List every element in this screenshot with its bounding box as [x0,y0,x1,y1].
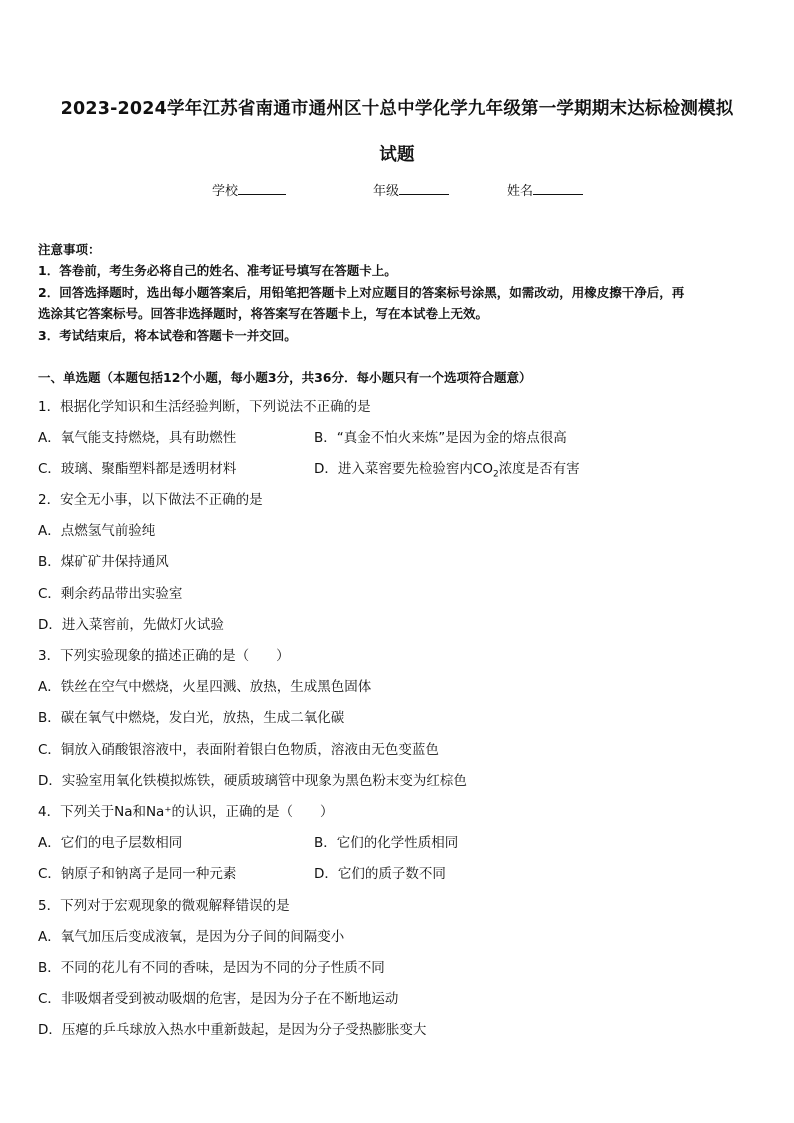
question-1-option-c: C．玻璃、聚酯塑料都是透明材料 [38,461,237,477]
school-blank[interactable] [238,182,286,195]
question-2-option-d: D．进入菜窖前，先做灯火试验 [38,617,224,633]
grade-blank[interactable] [399,182,449,195]
question-2-option-a: A．点燃氢气前验纯 [38,523,156,539]
question-4-stem: 4．下列关于Na和Na⁺的认识，正确的是（ ） [38,804,334,820]
grade-field [373,180,449,199]
name-field [507,180,583,199]
page-title [30,86,764,178]
question-1-option-b: B．“真金不怕火来炼”是因为金的熔点很高 [314,430,567,446]
notice-item-2: 2．回答选择题时，选出每小题答案后，用铅笔把答题卡上对应题目的答案标号涂黑，如需改动，用橡皮擦干净后，再 [38,285,685,300]
question-1-option-d-text-end: 浓度是否有害 [498,461,580,477]
subscript-2: 2 [492,469,499,480]
section-heading: 一、单选题（本题包括12个小题，每小题3分，共36分．每小题只有一个选项符合题意） [38,370,532,385]
notice-heading: 注意事项： [38,242,101,257]
question-2-stem: 2．安全无小事，以下做法不正确的是 [38,492,263,508]
school-label: 学校 [212,184,239,199]
question-1-option-d [314,457,580,480]
name-blank[interactable] [533,182,583,195]
notice-item-3: 3．考试结束后，将本试卷和答题卡一并交回。 [38,328,297,343]
question-3-stem: 3．下列实验现象的描述正确的是（ ） [38,648,290,664]
school-field [212,180,286,199]
question-5-stem: 5．下列对于宏观现象的微观解释错误的是 [38,898,290,914]
question-2-option-c: C．剩余药品带出实验室 [38,586,183,602]
question-5-option-a: A．氧气加压后变成液氧，是因为分子间的间隔变小 [38,929,345,945]
question-4-option-c: C．钠原子和钠离子是同一种元素 [38,866,237,882]
question-3-option-c: C．铜放入硝酸银溶液中，表面附着银白色物质，溶液由无色变蓝色 [38,742,439,758]
name-label: 姓名 [507,184,534,199]
question-1-option-d-text: D．进入菜窖要先检验窖内CO [314,461,493,477]
notice-item-1: 1．答卷前，考生务必将自己的姓名、准考证号填写在答题卡上。 [38,263,397,278]
question-4-option-d: D．它们的质子数不同 [314,866,446,882]
question-1-option-a: A．氧气能支持燃烧，具有助燃性 [38,430,237,446]
title-line-1: 2023-2024学年江苏省南通市通州区十总中学化学九年级第一学期期末达标检测模拟 [60,99,734,119]
question-3-option-b: B．碳在氧气中燃烧，发白光，放热，生成二氧化碳 [38,710,345,726]
question-5-option-b: B．不同的花儿有不同的香味，是因为不同的分子性质不同 [38,960,385,976]
question-3-option-a: A．铁丝在空气中燃烧，火星四溅、放热，生成黑色固体 [38,679,372,695]
question-2-option-b: B．煤矿矿井保持通风 [38,554,169,570]
question-4-option-b: B．它们的化学性质相同 [314,835,459,851]
title-line-2: 试题 [379,145,415,165]
question-1-stem: 1．根据化学知识和生活经验判断，下列说法不正确的是 [38,399,371,415]
question-3-option-d: D．实验室用氧化铁模拟炼铁，硬质玻璃管中现象为黑色粉末变为红棕色 [38,773,467,789]
question-5-option-d: D．压瘪的乒乓球放入热水中重新鼓起，是因为分子受热膨胀变大 [38,1022,427,1038]
notice-item-2-cont: 选涂其它答案标号。回答非选择题时，将答案写在答题卡上，写在本试卷上无效。 [38,306,489,321]
grade-label: 年级 [373,184,400,199]
question-4-option-a: A．它们的电子层数相同 [38,835,183,851]
question-5-option-c: C．非吸烟者受到被动吸烟的危害，是因为分子在不断地运动 [38,991,399,1007]
